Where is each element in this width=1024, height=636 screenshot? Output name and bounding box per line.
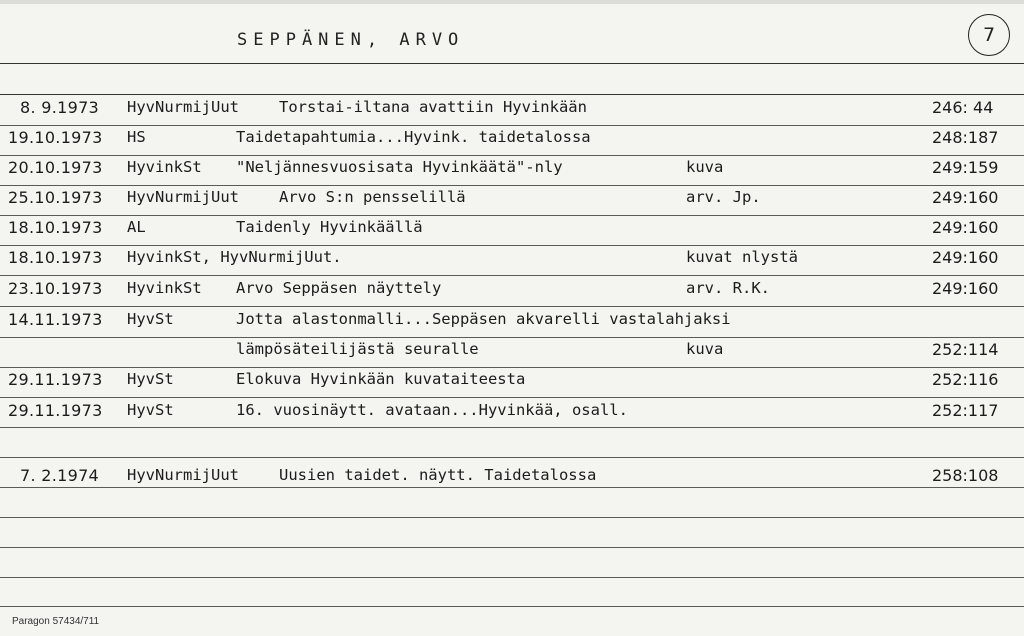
rule-line	[0, 155, 1024, 156]
entry-title: Uusien taidet. näytt. Taidetalossa	[279, 466, 597, 484]
entry-source: HyvSt	[127, 401, 174, 419]
entry-note: kuvat nlystä	[686, 248, 798, 266]
entry-title: lämpösäteilijästä seuralle	[236, 340, 479, 358]
entry-date: 25.10.1973	[8, 188, 103, 207]
entry-title: Arvo Seppäsen näyttely	[236, 279, 442, 297]
entry-row	[0, 370, 1024, 392]
entry-row-continuation	[0, 340, 1024, 362]
entry-date: 18.10.1973	[8, 218, 103, 237]
rule-line	[0, 577, 1024, 578]
entry-source: HyvNurmijUut	[127, 188, 239, 206]
entry-date: 23.10.1973	[8, 279, 103, 298]
entry-page: 249:160	[932, 188, 999, 207]
card-number-badge	[968, 14, 1010, 56]
entry-title: "Neljännesvuosisata Hyvinkäätä"-nly	[236, 158, 563, 176]
entry-source: HyvNurmijUut	[127, 466, 239, 484]
rule-line	[0, 245, 1024, 246]
entry-title: Taidetapahtumia...Hyvink. taidetalossa	[236, 128, 591, 146]
entry-date: 20.10.1973	[8, 158, 103, 177]
entry-title: Arvo S:n pensselillä	[279, 188, 466, 206]
entry-row	[0, 158, 1024, 180]
entry-page: 246: 44	[932, 98, 994, 117]
entry-note: kuva	[686, 340, 724, 358]
entry-date: 29.11.1973	[8, 370, 103, 389]
entry-source: HyvinkSt, HyvNurmijUut.	[127, 248, 342, 266]
entry-source: AL	[127, 218, 146, 236]
rule-line	[0, 94, 1024, 95]
entry-row	[0, 98, 1024, 120]
entry-page: 248:187	[932, 128, 999, 147]
entry-title: Elokuva Hyvinkään kuvataiteesta	[236, 370, 526, 388]
rule-line	[0, 367, 1024, 368]
entry-page: 249:160	[932, 279, 999, 298]
card-top-edge	[0, 0, 1024, 4]
rule-line	[0, 275, 1024, 276]
entry-row	[0, 128, 1024, 150]
entry-row	[0, 466, 1024, 488]
rule-line	[0, 606, 1024, 607]
card-title: SEPPÄNEN, ARVO	[237, 30, 465, 50]
entry-page: 249:160	[932, 218, 999, 237]
entry-row	[0, 279, 1024, 301]
rule-line	[0, 547, 1024, 548]
entry-note: kuva	[686, 158, 724, 176]
entry-row	[0, 248, 1024, 270]
entry-note: arv. Jp.	[686, 188, 761, 206]
card-footer: Paragon 57434/711	[12, 616, 100, 627]
entry-date: 18.10.1973	[8, 248, 103, 267]
rule-line	[0, 185, 1024, 186]
rule-line	[0, 337, 1024, 338]
entry-page: 252:116	[932, 370, 999, 389]
entry-date: 8. 9.1973	[20, 98, 100, 117]
entry-title: 16. vuosinäytt. avataan...Hyvinkää, osall.	[236, 401, 628, 419]
entry-title: Torstai-iltana avattiin Hyvinkään	[279, 98, 587, 116]
entry-date: 14.11.1973	[8, 310, 103, 329]
rule-line	[0, 517, 1024, 518]
rule-line	[0, 397, 1024, 398]
rule-line	[0, 457, 1024, 458]
entry-source: HS	[127, 128, 146, 146]
entry-date: 7. 2.1974	[20, 466, 100, 485]
entry-source: HyvSt	[127, 370, 174, 388]
entry-title: Jotta alastonmalli...Seppäsen akvarelli vastalahjaksi	[236, 310, 731, 328]
entry-page: 249:160	[932, 248, 999, 267]
rule-line	[0, 63, 1024, 64]
entry-date: 19.10.1973	[8, 128, 103, 147]
entry-row	[0, 218, 1024, 240]
entry-page: 252:114	[932, 340, 999, 359]
entry-source: HyvSt	[127, 310, 174, 328]
card-number: 7	[982, 24, 996, 46]
entry-page: 258:108	[932, 466, 999, 485]
entry-note: arv. R.K.	[686, 279, 770, 297]
entry-source: HyvinkSt	[127, 279, 202, 297]
entry-date: 29.11.1973	[8, 401, 103, 420]
rule-line	[0, 215, 1024, 216]
entry-row	[0, 401, 1024, 423]
entry-source: HyvNurmijUut	[127, 98, 239, 116]
rule-line	[0, 427, 1024, 428]
rule-line	[0, 125, 1024, 126]
entry-title: Taidenly Hyvinkäällä	[236, 218, 423, 236]
entry-row	[0, 188, 1024, 210]
entry-source: HyvinkSt	[127, 158, 202, 176]
entry-page: 252:117	[932, 401, 999, 420]
entry-page: 249:159	[932, 158, 999, 177]
entry-row	[0, 310, 1024, 332]
rule-line	[0, 306, 1024, 307]
